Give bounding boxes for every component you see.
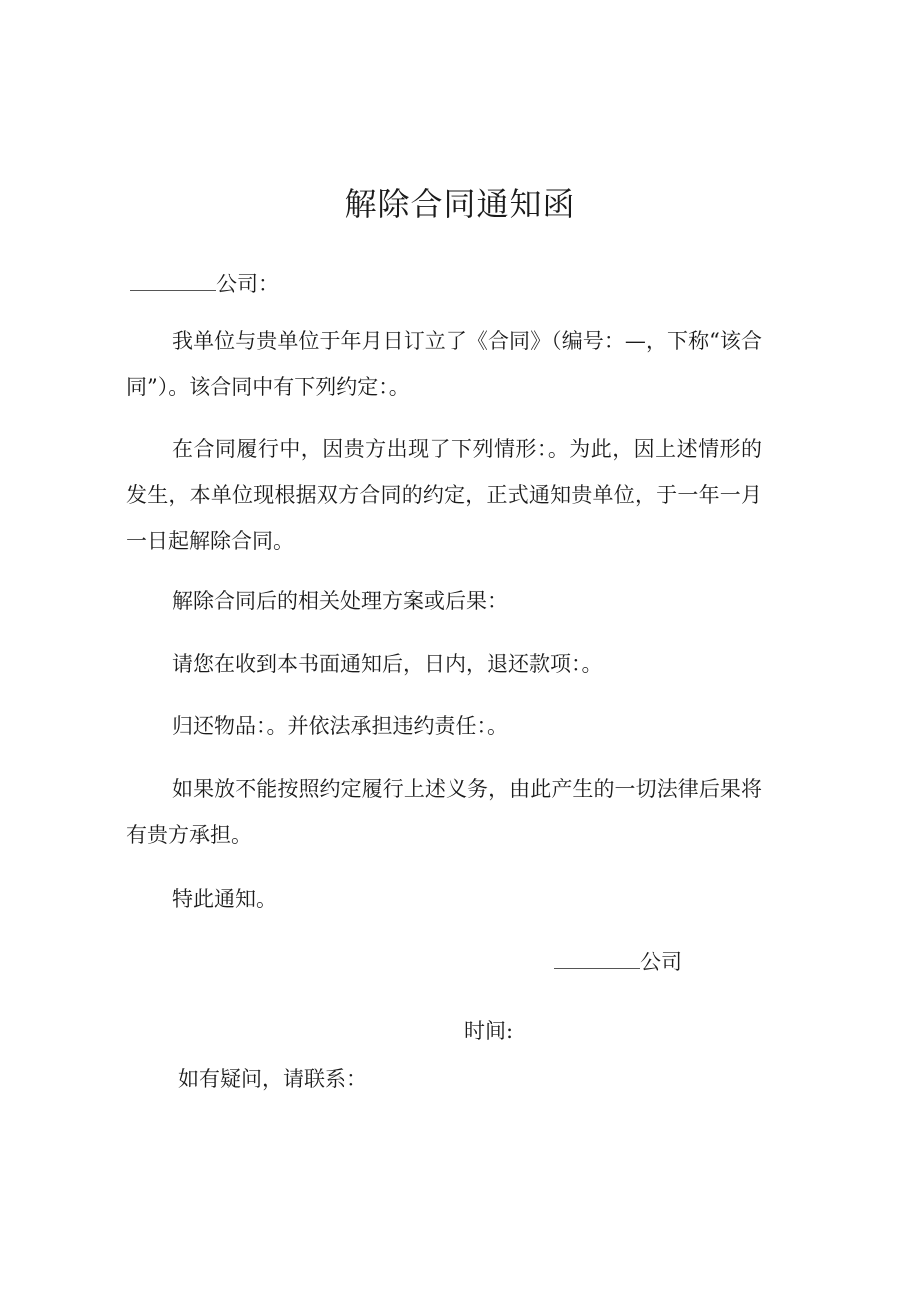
addressee-suffix: 公司： bbox=[216, 272, 279, 296]
signature-line bbox=[554, 946, 682, 977]
contact-note: 如有疑问，请联系： bbox=[178, 1067, 367, 1091]
time-label: 时间: bbox=[464, 1019, 514, 1043]
paragraph-refund: 请您在收到本书面通知后，日内，退还款项：。 bbox=[172, 652, 603, 676]
paragraph-handling-heading: 解除合同后的相关处理方案或后果： bbox=[172, 589, 508, 613]
paragraph-consequences: 如果放不能按照约定履行上述义务，由此产生的一切法律后果将有贵方承担。 bbox=[126, 777, 762, 847]
document-title: 解除合同通知函 bbox=[344, 185, 576, 223]
addressee-blank bbox=[130, 268, 216, 291]
addressee-line bbox=[130, 268, 279, 299]
paragraph-closing: 特此通知。 bbox=[172, 887, 277, 911]
signature-blank bbox=[554, 946, 640, 969]
paragraph-circumstances: 在合同履行中，因贵方出现了下列情形：。为此，因上述情形的发生，本单位现根据双方合同的约定，正式通知贵单位，于一年一月一日起解除合同。 bbox=[126, 437, 762, 553]
paragraph-agreement: 我单位与贵单位于年月日订立了《合同》（编号：—，下称“该合同”）。该合同中有下列约定：。 bbox=[126, 329, 762, 399]
signature-company: 公司 bbox=[640, 950, 682, 974]
paragraph-return-goods: 归还物品：。并依法承担违约责任：。 bbox=[172, 714, 508, 738]
